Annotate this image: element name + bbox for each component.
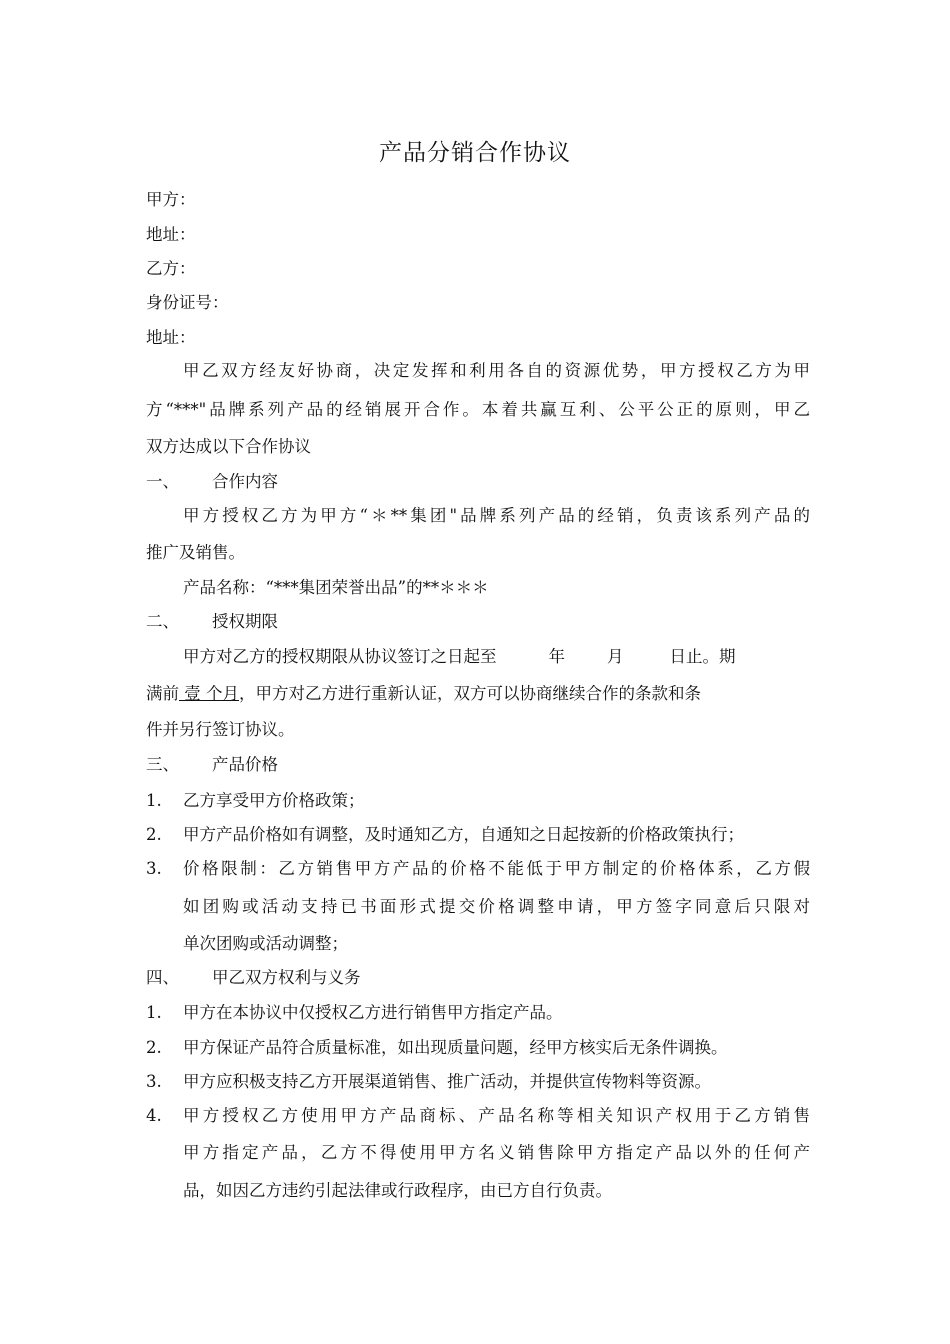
section-heading: 产品价格 bbox=[212, 755, 278, 774]
list-number: 3. bbox=[146, 1072, 162, 1091]
list-number: 2. bbox=[146, 1038, 162, 1057]
id-number-label: 身份证号： bbox=[146, 293, 229, 312]
year-label: 年 bbox=[548, 647, 565, 666]
list-item: 单次团购或活动调整； bbox=[183, 934, 348, 953]
list-item: 甲方在本协议中仅授权乙方进行销售甲方指定产品。 bbox=[183, 1003, 563, 1022]
paragraph-line: 推广及销售。 bbox=[146, 543, 245, 562]
section-number: 三、 bbox=[146, 755, 179, 774]
section-heading: 授权期限 bbox=[212, 612, 278, 631]
address-a-label: 地址： bbox=[146, 225, 196, 244]
party-a-label: 甲方： bbox=[146, 190, 196, 209]
section-heading: 甲乙双方权利与义务 bbox=[212, 968, 361, 987]
list-item: 甲方指定产品，乙方不得使用甲方名义销售除甲方指定产品以外的任何产 bbox=[183, 1143, 810, 1162]
product-name-line: 产品名称：“***集团荣誉出品”的**＊＊＊ bbox=[183, 578, 489, 597]
paragraph-line: 甲方授权乙方为甲方“＊**集团"品牌系列产品的经销，负责该系列产品的 bbox=[183, 506, 810, 525]
period-underlined: 壹 个月 bbox=[179, 684, 239, 703]
term-line bbox=[146, 683, 810, 705]
term-line: 件并另行签订协议。 bbox=[146, 720, 295, 739]
list-number: 2. bbox=[146, 825, 162, 844]
day-label: 日止。期 bbox=[669, 647, 736, 666]
term-text: 满前 bbox=[146, 684, 179, 703]
document-title: 产品分销合作协议 bbox=[379, 140, 571, 166]
intro-line: 方“***"品牌系列产品的经销展开合作。本着共赢互利、公平公正的原则，甲乙 bbox=[146, 400, 810, 419]
intro-line: 甲乙双方经友好协商，决定发挥和利用各自的资源优势，甲方授权乙方为甲 bbox=[183, 361, 810, 380]
term-line bbox=[183, 646, 810, 668]
section-number: 一、 bbox=[146, 472, 179, 491]
list-item: 品，如因乙方违约引起法律或行政程序，由已方自行负责。 bbox=[183, 1181, 612, 1200]
month-label: 月 bbox=[607, 647, 624, 666]
list-item: 如团购或活动支持已书面形式提交价格调整申请，甲方签字同意后只限对 bbox=[183, 897, 810, 916]
list-number: 1. bbox=[146, 791, 162, 810]
list-item: 甲方授权乙方使用甲方产品商标、产品名称等相关知识产权用于乙方销售 bbox=[183, 1106, 810, 1125]
term-text: 甲方对乙方的授权期限从协议签订之日起至 bbox=[183, 647, 497, 666]
term-text: ，甲方对乙方进行重新认证，双方可以协商继续合作的条款和条 bbox=[239, 684, 701, 703]
section-heading: 合作内容 bbox=[212, 472, 278, 491]
list-number: 1. bbox=[146, 1003, 162, 1022]
list-number: 4. bbox=[146, 1106, 162, 1125]
list-number: 3. bbox=[146, 859, 162, 878]
section-number: 二、 bbox=[146, 612, 179, 631]
intro-line: 双方达成以下合作协议 bbox=[146, 437, 311, 456]
list-item: 甲方产品价格如有调整，及时通知乙方，自通知之日起按新的价格政策执行； bbox=[183, 825, 744, 844]
list-item: 甲方保证产品符合质量标准，如出现质量问题，经甲方核实后无条件调换。 bbox=[183, 1038, 728, 1057]
address-b-label: 地址： bbox=[146, 328, 196, 347]
section-number: 四、 bbox=[146, 968, 179, 987]
list-item: 甲方应积极支持乙方开展渠道销售、推广活动，并提供宣传物料等资源。 bbox=[183, 1072, 711, 1091]
party-b-label: 乙方： bbox=[146, 259, 196, 278]
list-item: 价格限制：乙方销售甲方产品的价格不能低于甲方制定的价格体系，乙方假 bbox=[183, 859, 810, 878]
list-item: 乙方享受甲方价格政策； bbox=[183, 791, 365, 810]
